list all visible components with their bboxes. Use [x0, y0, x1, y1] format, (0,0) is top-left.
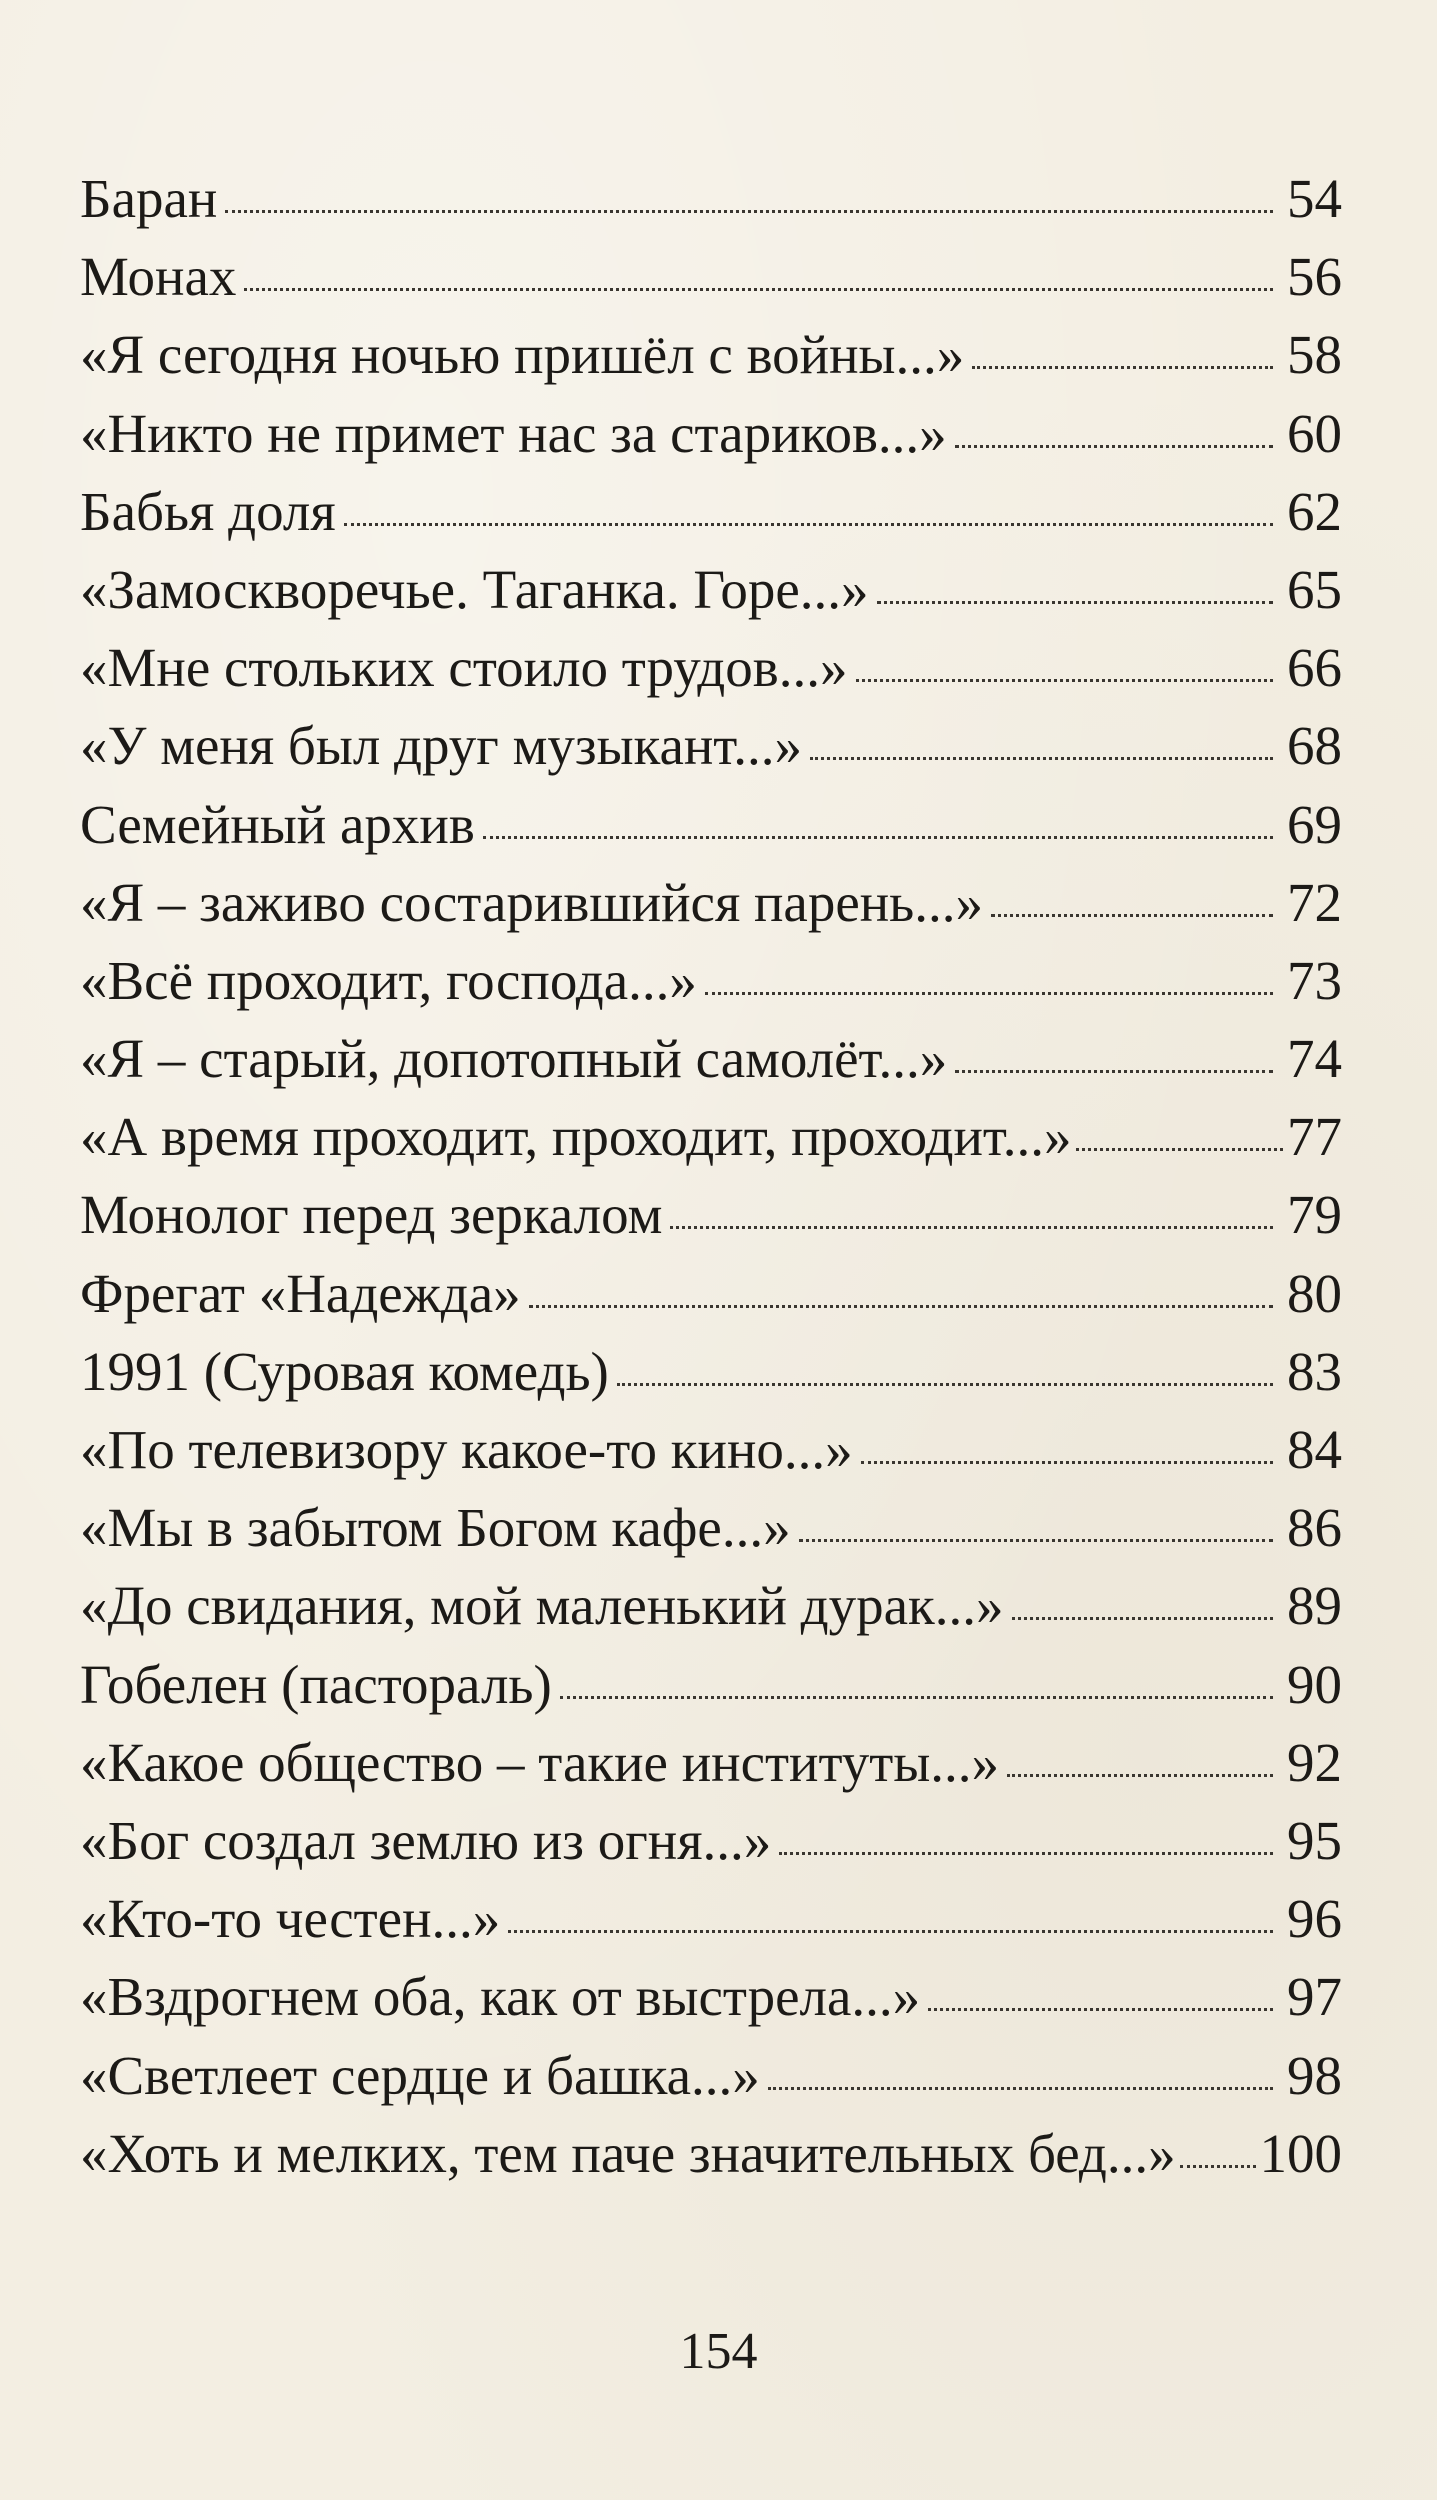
dot-leader [1076, 1148, 1283, 1151]
dot-leader [955, 1070, 1273, 1073]
dot-leader [991, 914, 1273, 917]
dot-leader [799, 1539, 1273, 1542]
toc-entry-title: «Бог создал землю из огня...» [80, 1809, 772, 1871]
dot-leader [972, 366, 1273, 369]
dot-leader [670, 1226, 1273, 1229]
toc-entry [80, 1567, 1342, 1645]
toc-entry-page: 77 [1287, 1106, 1342, 1168]
toc-entry-title: «А время проходит, проходит, проходит...» [80, 1106, 1072, 1168]
toc-entry-title: Гобелен (пастораль) [80, 1653, 552, 1715]
toc-entry-title: «Мы в забытом Богом кафе...» [80, 1497, 791, 1559]
toc-entry-page: 72 [1287, 871, 1342, 933]
toc-entry-title: Семейный архив [80, 793, 475, 855]
dot-leader [768, 2087, 1273, 2090]
dot-leader [1012, 1617, 1273, 1620]
toc-entry-page: 66 [1287, 637, 1342, 699]
toc-entry-page: 80 [1287, 1262, 1342, 1324]
toc-entry [80, 2037, 1342, 2115]
toc-entry [80, 707, 1342, 785]
dot-leader [928, 2008, 1273, 2011]
toc-entry [80, 1646, 1342, 1724]
toc-entry-title: «Светлеет сердце и башка...» [80, 2044, 760, 2106]
toc-entry [80, 1255, 1342, 1333]
toc-entry-title: «Никто не примет нас за стариков...» [80, 402, 947, 464]
toc-entry-title: Монолог перед зеркалом [80, 1184, 663, 1246]
dot-leader [344, 523, 1273, 526]
toc-entry [80, 786, 1342, 864]
toc-entry [80, 1176, 1342, 1254]
toc-entry [80, 1724, 1342, 1802]
toc-entry-title: «Мне стольких стоило трудов...» [80, 637, 848, 699]
dot-leader [705, 992, 1273, 995]
toc-entry-page: 79 [1287, 1184, 1342, 1246]
toc-entry-title: «По телевизору какое-то кино...» [80, 1419, 853, 1480]
toc-entry [80, 1489, 1342, 1567]
toc-entry-page: 62 [1287, 480, 1342, 542]
toc-entry-title: 1991 (Суровая комедь) [80, 1340, 609, 1402]
toc-entry-title: Бабья доля [80, 480, 336, 542]
page-number: 154 [679, 2323, 758, 2380]
toc-entry [80, 1880, 1342, 1958]
dot-leader [861, 1461, 1273, 1464]
toc-entry-title: «У меня был друг музыкант...» [80, 715, 802, 777]
dot-leader [225, 210, 1273, 213]
dot-leader [955, 445, 1273, 448]
toc-entry-title: «До свидания, мой маленький дурак...» [80, 1575, 1004, 1637]
toc-entry-page: 98 [1287, 2044, 1342, 2106]
dot-leader [1007, 1774, 1273, 1777]
toc-entry [80, 1098, 1342, 1176]
toc-entry-page: 97 [1287, 1966, 1342, 2028]
toc-entry-title: «Замоскворечье. Таганка. Горе...» [80, 558, 869, 620]
toc-entry [80, 1958, 1342, 2036]
toc-entry-page: 96 [1287, 1888, 1342, 1950]
dot-leader [483, 836, 1273, 839]
toc-entry-page: 69 [1287, 793, 1342, 855]
dot-leader [508, 1930, 1273, 1933]
toc-entry-title: «Я сегодня ночью пришёл с войны...» [80, 324, 965, 386]
toc-entry-page: 86 [1287, 1497, 1342, 1559]
toc-entry [80, 1802, 1342, 1880]
toc-entry [80, 1020, 1342, 1098]
toc-entry [80, 629, 1342, 707]
toc-entry-page: 68 [1287, 715, 1342, 777]
dot-leader [856, 679, 1273, 682]
toc-entry-page: 56 [1287, 246, 1342, 308]
dot-leader [877, 601, 1273, 604]
dot-leader [617, 1383, 1273, 1386]
toc-entry-title: Баран [80, 168, 218, 229]
toc-entry [80, 160, 1342, 238]
toc-entry-page: 73 [1287, 949, 1342, 1011]
toc-entry-page: 89 [1287, 1575, 1342, 1637]
toc-entry-title: «Вздрогнем оба, как от выстрела...» [80, 1966, 921, 2028]
toc-entry-title: Монах [80, 246, 237, 308]
toc-entry-title: «Я – старый, допотопный самолёт...» [80, 1028, 948, 1090]
toc-entry-page: 74 [1287, 1028, 1342, 1090]
toc-entry-title: «Кто-то честен...» [80, 1888, 501, 1950]
dot-leader [529, 1305, 1273, 1308]
toc-entry-title: «Я – заживо состарившийся парень...» [80, 871, 984, 933]
dot-leader [779, 1852, 1273, 1855]
toc-entry [80, 395, 1342, 473]
toc-entry-title: «Хоть и мелких, тем паче значительных бед...» [80, 2122, 1176, 2184]
toc-entry-title: Фрегат «Надежда» [80, 1262, 521, 1324]
toc-entry-page: 65 [1287, 558, 1342, 620]
table-of-contents [80, 160, 1342, 2193]
toc-entry-title: «Какое общество – такие институты...» [80, 1731, 1000, 1793]
toc-entry-title: «Всё проходит, господа...» [80, 949, 697, 1011]
toc-entry-page: 90 [1287, 1653, 1342, 1715]
toc-entry-page: 60 [1287, 402, 1342, 464]
toc-entry-page: 84 [1287, 1419, 1342, 1480]
toc-entry-page: 92 [1287, 1731, 1342, 1793]
toc-entry [80, 238, 1342, 316]
dot-leader [244, 288, 1273, 291]
toc-entry [80, 2115, 1342, 2193]
toc-entry-page: 83 [1287, 1340, 1342, 1402]
toc-entry-page: 58 [1287, 324, 1342, 386]
dot-leader [1180, 2165, 1256, 2168]
toc-entry [80, 864, 1342, 942]
toc-entry [80, 942, 1342, 1020]
toc-entry-page: 100 [1259, 2122, 1342, 2184]
toc-entry [80, 551, 1342, 629]
toc-entry [80, 316, 1342, 394]
toc-entry-page: 54 [1287, 168, 1342, 229]
toc-entry [80, 1333, 1342, 1411]
toc-entry-page: 95 [1287, 1809, 1342, 1871]
dot-leader [810, 757, 1273, 760]
dot-leader [560, 1696, 1273, 1699]
toc-entry [80, 1411, 1342, 1489]
toc-entry [80, 473, 1342, 551]
